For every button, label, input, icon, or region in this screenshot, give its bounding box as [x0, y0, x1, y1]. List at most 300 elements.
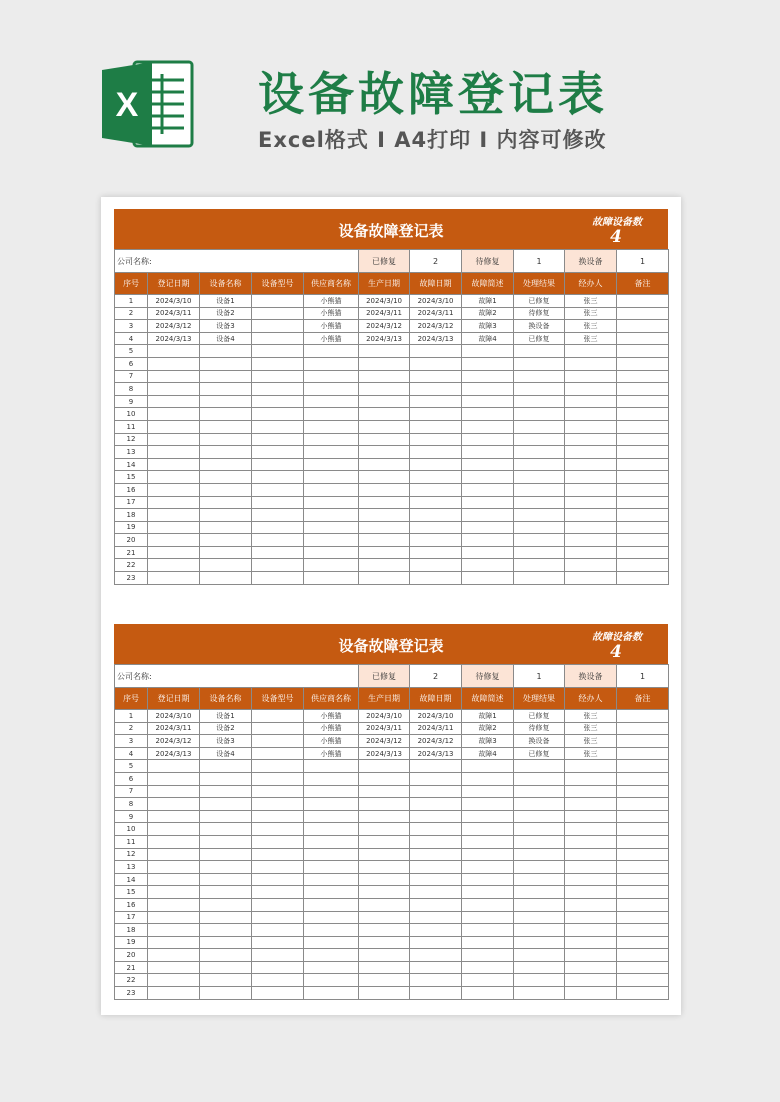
- table-cell[interactable]: [252, 924, 304, 937]
- table-cell[interactable]: [304, 521, 359, 534]
- table-cell[interactable]: 小熊猫: [304, 307, 359, 320]
- table-cell[interactable]: 2024/3/12: [359, 735, 410, 748]
- table-cell[interactable]: [514, 974, 565, 987]
- table-cell[interactable]: [617, 785, 669, 798]
- table-cell[interactable]: [565, 924, 617, 937]
- table-cell[interactable]: [252, 395, 304, 408]
- table-cell[interactable]: 小熊猫: [304, 722, 359, 735]
- table-cell[interactable]: 11: [115, 835, 148, 848]
- table-cell[interactable]: [514, 760, 565, 773]
- table-cell[interactable]: [148, 760, 200, 773]
- table-cell[interactable]: [304, 798, 359, 811]
- table-cell[interactable]: 9: [115, 810, 148, 823]
- table-cell[interactable]: [410, 483, 462, 496]
- table-cell[interactable]: 设备3: [200, 320, 252, 333]
- table-cell[interactable]: [252, 446, 304, 459]
- table-cell[interactable]: [617, 898, 669, 911]
- table-cell[interactable]: [252, 835, 304, 848]
- table-cell[interactable]: [304, 987, 359, 1000]
- table-cell[interactable]: [514, 509, 565, 522]
- table-cell[interactable]: [304, 848, 359, 861]
- table-cell[interactable]: 14: [115, 458, 148, 471]
- table-cell[interactable]: [617, 949, 669, 962]
- company-name-field[interactable]: 公司名称:: [115, 665, 359, 688]
- table-cell[interactable]: [200, 496, 252, 509]
- table-cell[interactable]: 换设备: [514, 320, 565, 333]
- table-cell[interactable]: [410, 572, 462, 585]
- table-cell[interactable]: [565, 521, 617, 534]
- table-cell[interactable]: 3: [115, 320, 148, 333]
- table-cell[interactable]: [410, 924, 462, 937]
- table-cell[interactable]: [462, 961, 514, 974]
- table-cell[interactable]: 4: [115, 332, 148, 345]
- table-cell[interactable]: 张三: [565, 710, 617, 723]
- table-cell[interactable]: [514, 483, 565, 496]
- table-cell[interactable]: [359, 835, 410, 848]
- table-cell[interactable]: [565, 810, 617, 823]
- table-cell[interactable]: 2024/3/12: [410, 735, 462, 748]
- table-cell[interactable]: 9: [115, 395, 148, 408]
- table-cell[interactable]: 小熊猫: [304, 747, 359, 760]
- table-cell[interactable]: 15: [115, 886, 148, 899]
- table-cell[interactable]: [359, 534, 410, 547]
- table-cell[interactable]: [462, 785, 514, 798]
- table-cell[interactable]: [617, 320, 669, 333]
- table-cell[interactable]: 已修复: [514, 295, 565, 308]
- table-cell[interactable]: [359, 471, 410, 484]
- table-cell[interactable]: [304, 408, 359, 421]
- table-cell[interactable]: [359, 760, 410, 773]
- table-cell[interactable]: 张三: [565, 332, 617, 345]
- table-cell[interactable]: [304, 496, 359, 509]
- table-cell[interactable]: 8: [115, 383, 148, 396]
- table-cell[interactable]: [304, 961, 359, 974]
- table-cell[interactable]: [410, 446, 462, 459]
- table-cell[interactable]: [565, 509, 617, 522]
- table-cell[interactable]: [252, 433, 304, 446]
- table-cell[interactable]: 2024/3/11: [148, 722, 200, 735]
- table-cell[interactable]: [252, 534, 304, 547]
- table-cell[interactable]: 12: [115, 848, 148, 861]
- table-cell[interactable]: 张三: [565, 747, 617, 760]
- table-cell[interactable]: [565, 848, 617, 861]
- table-cell[interactable]: [252, 961, 304, 974]
- table-cell[interactable]: [462, 898, 514, 911]
- table-cell[interactable]: 设备1: [200, 710, 252, 723]
- table-cell[interactable]: [359, 886, 410, 899]
- table-cell[interactable]: [304, 810, 359, 823]
- table-cell[interactable]: [304, 949, 359, 962]
- table-cell[interactable]: [462, 546, 514, 559]
- table-cell[interactable]: [148, 936, 200, 949]
- table-cell[interactable]: [565, 546, 617, 559]
- table-cell[interactable]: [148, 483, 200, 496]
- table-cell[interactable]: [514, 471, 565, 484]
- table-cell[interactable]: [514, 370, 565, 383]
- table-cell[interactable]: [565, 772, 617, 785]
- table-cell[interactable]: [359, 509, 410, 522]
- table-cell[interactable]: 故障4: [462, 332, 514, 345]
- table-cell[interactable]: [304, 873, 359, 886]
- table-cell[interactable]: [359, 521, 410, 534]
- table-cell[interactable]: [565, 395, 617, 408]
- table-cell[interactable]: [304, 760, 359, 773]
- table-cell[interactable]: 4: [115, 747, 148, 760]
- table-cell[interactable]: [617, 810, 669, 823]
- table-cell[interactable]: [359, 936, 410, 949]
- table-cell[interactable]: [252, 798, 304, 811]
- table-cell[interactable]: [252, 420, 304, 433]
- table-cell[interactable]: [514, 798, 565, 811]
- table-cell[interactable]: [200, 760, 252, 773]
- table-cell[interactable]: [252, 785, 304, 798]
- table-cell[interactable]: [200, 961, 252, 974]
- table-cell[interactable]: [200, 936, 252, 949]
- table-cell[interactable]: [565, 408, 617, 421]
- table-cell[interactable]: [148, 420, 200, 433]
- table-cell[interactable]: [359, 420, 410, 433]
- table-cell[interactable]: [359, 383, 410, 396]
- table-cell[interactable]: 设备2: [200, 722, 252, 735]
- table-cell[interactable]: [252, 458, 304, 471]
- table-cell[interactable]: [148, 370, 200, 383]
- table-cell[interactable]: [565, 572, 617, 585]
- table-cell[interactable]: [410, 370, 462, 383]
- table-cell[interactable]: [617, 848, 669, 861]
- table-cell[interactable]: [514, 772, 565, 785]
- table-cell[interactable]: 5: [115, 760, 148, 773]
- table-cell[interactable]: [252, 735, 304, 748]
- table-cell[interactable]: [462, 772, 514, 785]
- table-cell[interactable]: [148, 835, 200, 848]
- table-cell[interactable]: [148, 785, 200, 798]
- table-cell[interactable]: [410, 987, 462, 1000]
- table-cell[interactable]: [565, 911, 617, 924]
- table-cell[interactable]: 待修复: [514, 722, 565, 735]
- table-cell[interactable]: [359, 345, 410, 358]
- table-cell[interactable]: [462, 936, 514, 949]
- table-cell[interactable]: [565, 357, 617, 370]
- table-cell[interactable]: [148, 974, 200, 987]
- table-cell[interactable]: 故障4: [462, 747, 514, 760]
- table-cell[interactable]: [252, 345, 304, 358]
- table-cell[interactable]: [359, 898, 410, 911]
- table-cell[interactable]: [462, 886, 514, 899]
- table-cell[interactable]: [410, 395, 462, 408]
- table-cell[interactable]: [462, 521, 514, 534]
- table-cell[interactable]: 2024/3/11: [410, 722, 462, 735]
- table-cell[interactable]: [462, 534, 514, 547]
- table-cell[interactable]: [252, 861, 304, 874]
- table-cell[interactable]: [617, 835, 669, 848]
- table-cell[interactable]: [617, 446, 669, 459]
- table-cell[interactable]: [148, 458, 200, 471]
- table-cell[interactable]: 14: [115, 873, 148, 886]
- table-cell[interactable]: [200, 471, 252, 484]
- table-cell[interactable]: [410, 420, 462, 433]
- table-cell[interactable]: 故障3: [462, 735, 514, 748]
- table-cell[interactable]: [304, 546, 359, 559]
- table-cell[interactable]: 故障2: [462, 722, 514, 735]
- table-cell[interactable]: 18: [115, 924, 148, 937]
- table-cell[interactable]: 2024/3/12: [148, 735, 200, 748]
- table-cell[interactable]: [617, 772, 669, 785]
- table-cell[interactable]: [617, 747, 669, 760]
- table-cell[interactable]: 2024/3/13: [359, 332, 410, 345]
- table-cell[interactable]: 19: [115, 936, 148, 949]
- table-cell[interactable]: 2024/3/11: [410, 307, 462, 320]
- table-cell[interactable]: [617, 370, 669, 383]
- table-cell[interactable]: 3: [115, 735, 148, 748]
- table-cell[interactable]: [514, 357, 565, 370]
- table-cell[interactable]: [617, 886, 669, 899]
- table-cell[interactable]: 2024/3/11: [148, 307, 200, 320]
- table-cell[interactable]: [410, 785, 462, 798]
- table-cell[interactable]: [617, 295, 669, 308]
- table-cell[interactable]: [514, 395, 565, 408]
- table-cell[interactable]: [252, 710, 304, 723]
- table-cell[interactable]: [359, 446, 410, 459]
- table-cell[interactable]: [148, 911, 200, 924]
- table-cell[interactable]: [514, 345, 565, 358]
- table-cell[interactable]: [148, 559, 200, 572]
- table-cell[interactable]: [200, 810, 252, 823]
- table-cell[interactable]: [462, 974, 514, 987]
- table-cell[interactable]: [359, 772, 410, 785]
- table-cell[interactable]: [462, 572, 514, 585]
- table-cell[interactable]: [200, 483, 252, 496]
- table-cell[interactable]: [200, 924, 252, 937]
- table-cell[interactable]: [148, 546, 200, 559]
- table-cell[interactable]: [148, 534, 200, 547]
- table-cell[interactable]: [462, 835, 514, 848]
- table-cell[interactable]: [148, 471, 200, 484]
- table-cell[interactable]: 23: [115, 987, 148, 1000]
- table-cell[interactable]: [617, 509, 669, 522]
- table-cell[interactable]: [565, 936, 617, 949]
- table-cell[interactable]: 2: [115, 307, 148, 320]
- table-cell[interactable]: [410, 873, 462, 886]
- table-cell[interactable]: [617, 521, 669, 534]
- table-cell[interactable]: [148, 987, 200, 1000]
- table-cell[interactable]: [617, 408, 669, 421]
- table-cell[interactable]: [462, 823, 514, 836]
- table-cell[interactable]: [359, 848, 410, 861]
- table-cell[interactable]: [359, 357, 410, 370]
- table-cell[interactable]: [410, 345, 462, 358]
- table-cell[interactable]: [200, 911, 252, 924]
- table-cell[interactable]: [410, 559, 462, 572]
- table-cell[interactable]: [200, 974, 252, 987]
- table-cell[interactable]: [148, 848, 200, 861]
- table-cell[interactable]: [462, 496, 514, 509]
- table-cell[interactable]: 19: [115, 521, 148, 534]
- table-cell[interactable]: [617, 924, 669, 937]
- table-cell[interactable]: [148, 949, 200, 962]
- table-cell[interactable]: [617, 572, 669, 585]
- table-cell[interactable]: [252, 496, 304, 509]
- table-cell[interactable]: 20: [115, 534, 148, 547]
- table-cell[interactable]: 7: [115, 370, 148, 383]
- table-cell[interactable]: [252, 357, 304, 370]
- table-cell[interactable]: [462, 559, 514, 572]
- table-cell[interactable]: [252, 974, 304, 987]
- table-cell[interactable]: 故障2: [462, 307, 514, 320]
- table-cell[interactable]: [148, 433, 200, 446]
- table-cell[interactable]: [200, 861, 252, 874]
- table-cell[interactable]: [617, 458, 669, 471]
- table-cell[interactable]: [148, 496, 200, 509]
- table-cell[interactable]: [462, 383, 514, 396]
- table-cell[interactable]: [565, 835, 617, 848]
- table-cell[interactable]: [359, 370, 410, 383]
- table-cell[interactable]: [304, 823, 359, 836]
- table-cell[interactable]: 6: [115, 772, 148, 785]
- table-cell[interactable]: [252, 370, 304, 383]
- table-cell[interactable]: [304, 886, 359, 899]
- table-cell[interactable]: [252, 572, 304, 585]
- table-cell[interactable]: [617, 911, 669, 924]
- table-cell[interactable]: [252, 509, 304, 522]
- table-cell[interactable]: [565, 370, 617, 383]
- table-cell[interactable]: 2024/3/13: [359, 747, 410, 760]
- table-cell[interactable]: [200, 785, 252, 798]
- table-cell[interactable]: [410, 760, 462, 773]
- table-cell[interactable]: [462, 509, 514, 522]
- table-cell[interactable]: 7: [115, 785, 148, 798]
- table-cell[interactable]: 1: [115, 295, 148, 308]
- table-cell[interactable]: [304, 446, 359, 459]
- table-cell[interactable]: [514, 546, 565, 559]
- table-cell[interactable]: [252, 823, 304, 836]
- table-cell[interactable]: [304, 572, 359, 585]
- table-cell[interactable]: [304, 924, 359, 937]
- table-cell[interactable]: [252, 747, 304, 760]
- table-cell[interactable]: [148, 798, 200, 811]
- table-cell[interactable]: 23: [115, 572, 148, 585]
- table-cell[interactable]: [304, 785, 359, 798]
- table-cell[interactable]: [514, 898, 565, 911]
- table-cell[interactable]: [514, 433, 565, 446]
- table-cell[interactable]: [200, 559, 252, 572]
- table-cell[interactable]: [148, 408, 200, 421]
- table-cell[interactable]: 22: [115, 559, 148, 572]
- table-cell[interactable]: [410, 509, 462, 522]
- table-cell[interactable]: [410, 408, 462, 421]
- table-cell[interactable]: [359, 433, 410, 446]
- table-cell[interactable]: [565, 420, 617, 433]
- table-cell[interactable]: 20: [115, 949, 148, 962]
- table-cell[interactable]: [565, 345, 617, 358]
- table-cell[interactable]: [514, 496, 565, 509]
- table-cell[interactable]: [514, 534, 565, 547]
- table-cell[interactable]: [617, 345, 669, 358]
- table-cell[interactable]: [252, 722, 304, 735]
- table-cell[interactable]: [304, 835, 359, 848]
- table-cell[interactable]: [359, 823, 410, 836]
- table-cell[interactable]: [514, 924, 565, 937]
- table-cell[interactable]: [359, 559, 410, 572]
- table-cell[interactable]: [462, 446, 514, 459]
- table-cell[interactable]: [359, 810, 410, 823]
- table-cell[interactable]: 16: [115, 898, 148, 911]
- table-cell[interactable]: [410, 886, 462, 899]
- table-cell[interactable]: [200, 823, 252, 836]
- table-cell[interactable]: [617, 735, 669, 748]
- table-cell[interactable]: [359, 911, 410, 924]
- table-cell[interactable]: [514, 823, 565, 836]
- table-cell[interactable]: 2024/3/13: [410, 332, 462, 345]
- table-cell[interactable]: [514, 458, 565, 471]
- table-cell[interactable]: [252, 848, 304, 861]
- table-cell[interactable]: [252, 307, 304, 320]
- table-cell[interactable]: [617, 546, 669, 559]
- table-cell[interactable]: 13: [115, 861, 148, 874]
- table-cell[interactable]: [514, 949, 565, 962]
- table-cell[interactable]: 2024/3/12: [148, 320, 200, 333]
- table-cell[interactable]: [252, 521, 304, 534]
- table-cell[interactable]: [617, 357, 669, 370]
- table-cell[interactable]: [410, 835, 462, 848]
- table-cell[interactable]: [200, 458, 252, 471]
- company-name-field[interactable]: 公司名称:: [115, 250, 359, 273]
- table-cell[interactable]: [148, 898, 200, 911]
- table-cell[interactable]: [359, 483, 410, 496]
- table-cell[interactable]: [410, 458, 462, 471]
- table-cell[interactable]: [304, 458, 359, 471]
- table-cell[interactable]: [565, 534, 617, 547]
- table-cell[interactable]: 故障1: [462, 710, 514, 723]
- table-cell[interactable]: 22: [115, 974, 148, 987]
- table-cell[interactable]: 2024/3/11: [359, 307, 410, 320]
- table-cell[interactable]: 张三: [565, 320, 617, 333]
- table-cell[interactable]: [200, 949, 252, 962]
- table-cell[interactable]: [359, 408, 410, 421]
- table-cell[interactable]: 小熊猫: [304, 735, 359, 748]
- table-cell[interactable]: [200, 987, 252, 1000]
- table-cell[interactable]: [252, 559, 304, 572]
- table-cell[interactable]: [617, 559, 669, 572]
- table-cell[interactable]: 2024/3/10: [410, 710, 462, 723]
- table-cell[interactable]: [410, 848, 462, 861]
- table-cell[interactable]: 2024/3/13: [148, 747, 200, 760]
- table-cell[interactable]: [148, 357, 200, 370]
- table-cell[interactable]: [462, 848, 514, 861]
- table-cell[interactable]: [200, 546, 252, 559]
- table-cell[interactable]: 21: [115, 961, 148, 974]
- table-cell[interactable]: [617, 861, 669, 874]
- table-cell[interactable]: [565, 760, 617, 773]
- table-cell[interactable]: 17: [115, 911, 148, 924]
- table-cell[interactable]: 设备4: [200, 747, 252, 760]
- table-cell[interactable]: [200, 433, 252, 446]
- table-cell[interactable]: [359, 798, 410, 811]
- table-cell[interactable]: [410, 357, 462, 370]
- table-cell[interactable]: [148, 395, 200, 408]
- table-cell[interactable]: [514, 873, 565, 886]
- table-cell[interactable]: 张三: [565, 735, 617, 748]
- table-cell[interactable]: [462, 345, 514, 358]
- table-cell[interactable]: [514, 810, 565, 823]
- table-cell[interactable]: [410, 496, 462, 509]
- table-cell[interactable]: [304, 772, 359, 785]
- table-cell[interactable]: [514, 987, 565, 1000]
- table-cell[interactable]: [148, 861, 200, 874]
- table-cell[interactable]: [565, 961, 617, 974]
- table-cell[interactable]: [252, 772, 304, 785]
- table-cell[interactable]: [200, 572, 252, 585]
- table-cell[interactable]: 2024/3/10: [359, 710, 410, 723]
